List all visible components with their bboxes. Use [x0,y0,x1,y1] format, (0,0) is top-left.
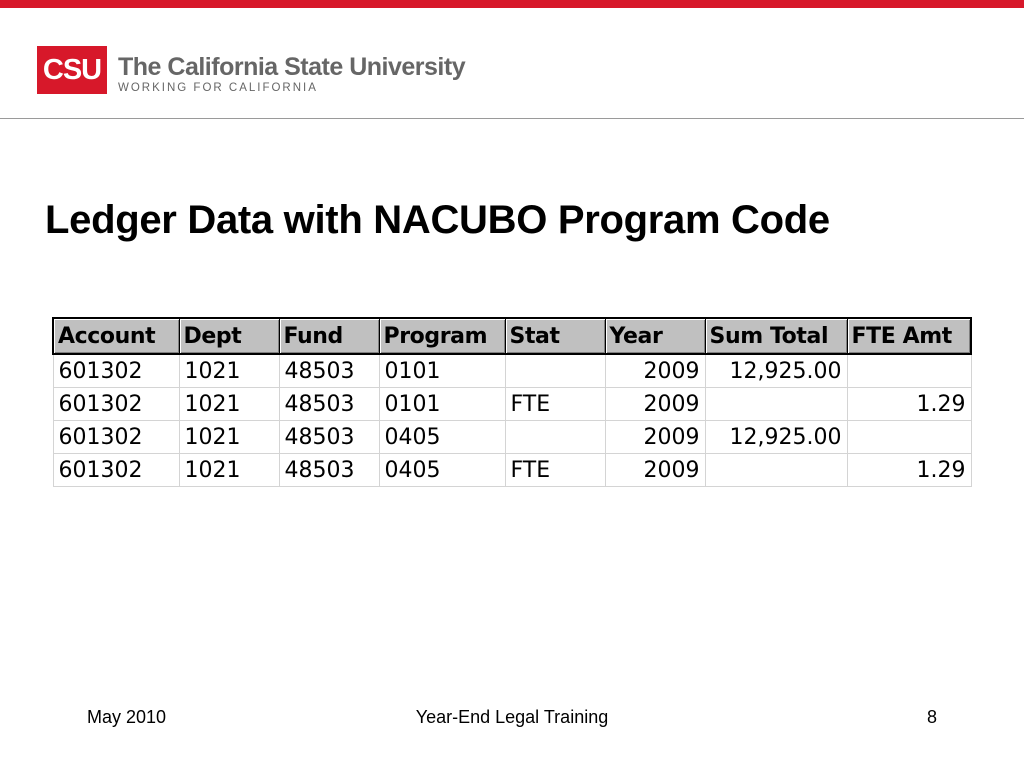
table-header-row [53,318,971,354]
top-accent-bar [0,0,1024,8]
cell-account: 601302 [53,354,179,388]
footer-title: Year-End Legal Training [415,707,609,727]
page-number: 8 [926,707,937,727]
table-row [53,388,971,421]
cell-fund: 48503 [279,421,379,454]
cell-sum-total: 12,925.00 [705,354,847,388]
cell-stat [505,421,605,454]
university-name: The California State University [118,53,466,81]
cell-program: 0101 [379,388,505,421]
cell-fund: 48503 [279,454,379,487]
column-header-sum-total: Sum Total [705,318,847,354]
column-header-account: Account [53,318,179,354]
csu-logo-text [118,46,465,94]
cell-year: 2009 [605,421,705,454]
column-header-fund: Fund [279,318,379,354]
column-header-year: Year [605,318,705,354]
cell-stat [505,354,605,388]
cell-sum-total: 12,925.00 [705,421,847,454]
cell-sum-total [705,454,847,487]
cell-account: 601302 [53,388,179,421]
cell-stat: FTE [505,454,605,487]
footer-date: May 2010 [87,707,167,727]
university-tagline: WORKING FOR CALIFORNIA [118,82,318,94]
cell-dept: 1021 [179,388,279,421]
cell-program: 0101 [379,354,505,388]
cell-program: 0405 [379,454,505,487]
cell-stat: FTE [505,388,605,421]
cell-dept: 1021 [179,421,279,454]
slide-title: Ledger Data with NACUBO Program Code [45,198,830,242]
cell-year: 2009 [605,388,705,421]
cell-account: 601302 [53,454,179,487]
table-row [53,454,971,487]
cell-fte-amt [847,354,971,388]
column-header-program: Program [379,318,505,354]
cell-dept: 1021 [179,454,279,487]
column-header-fte-amt: FTE Amt [847,318,971,354]
csu-logo-mark: CSU [37,46,107,94]
table-row [53,354,971,388]
cell-account: 601302 [53,421,179,454]
cell-dept: 1021 [179,354,279,388]
ledger-table [52,317,972,487]
csu-logo [37,46,465,94]
cell-program: 0405 [379,421,505,454]
cell-fte-amt: 1.29 [847,388,971,421]
cell-fte-amt [847,421,971,454]
column-header-dept: Dept [179,318,279,354]
column-header-stat: Stat [505,318,605,354]
cell-fund: 48503 [279,388,379,421]
cell-fund: 48503 [279,354,379,388]
cell-sum-total [705,388,847,421]
table-row [53,421,971,454]
header-divider [0,118,1024,119]
cell-year: 2009 [605,354,705,388]
cell-fte-amt: 1.29 [847,454,971,487]
cell-year: 2009 [605,454,705,487]
